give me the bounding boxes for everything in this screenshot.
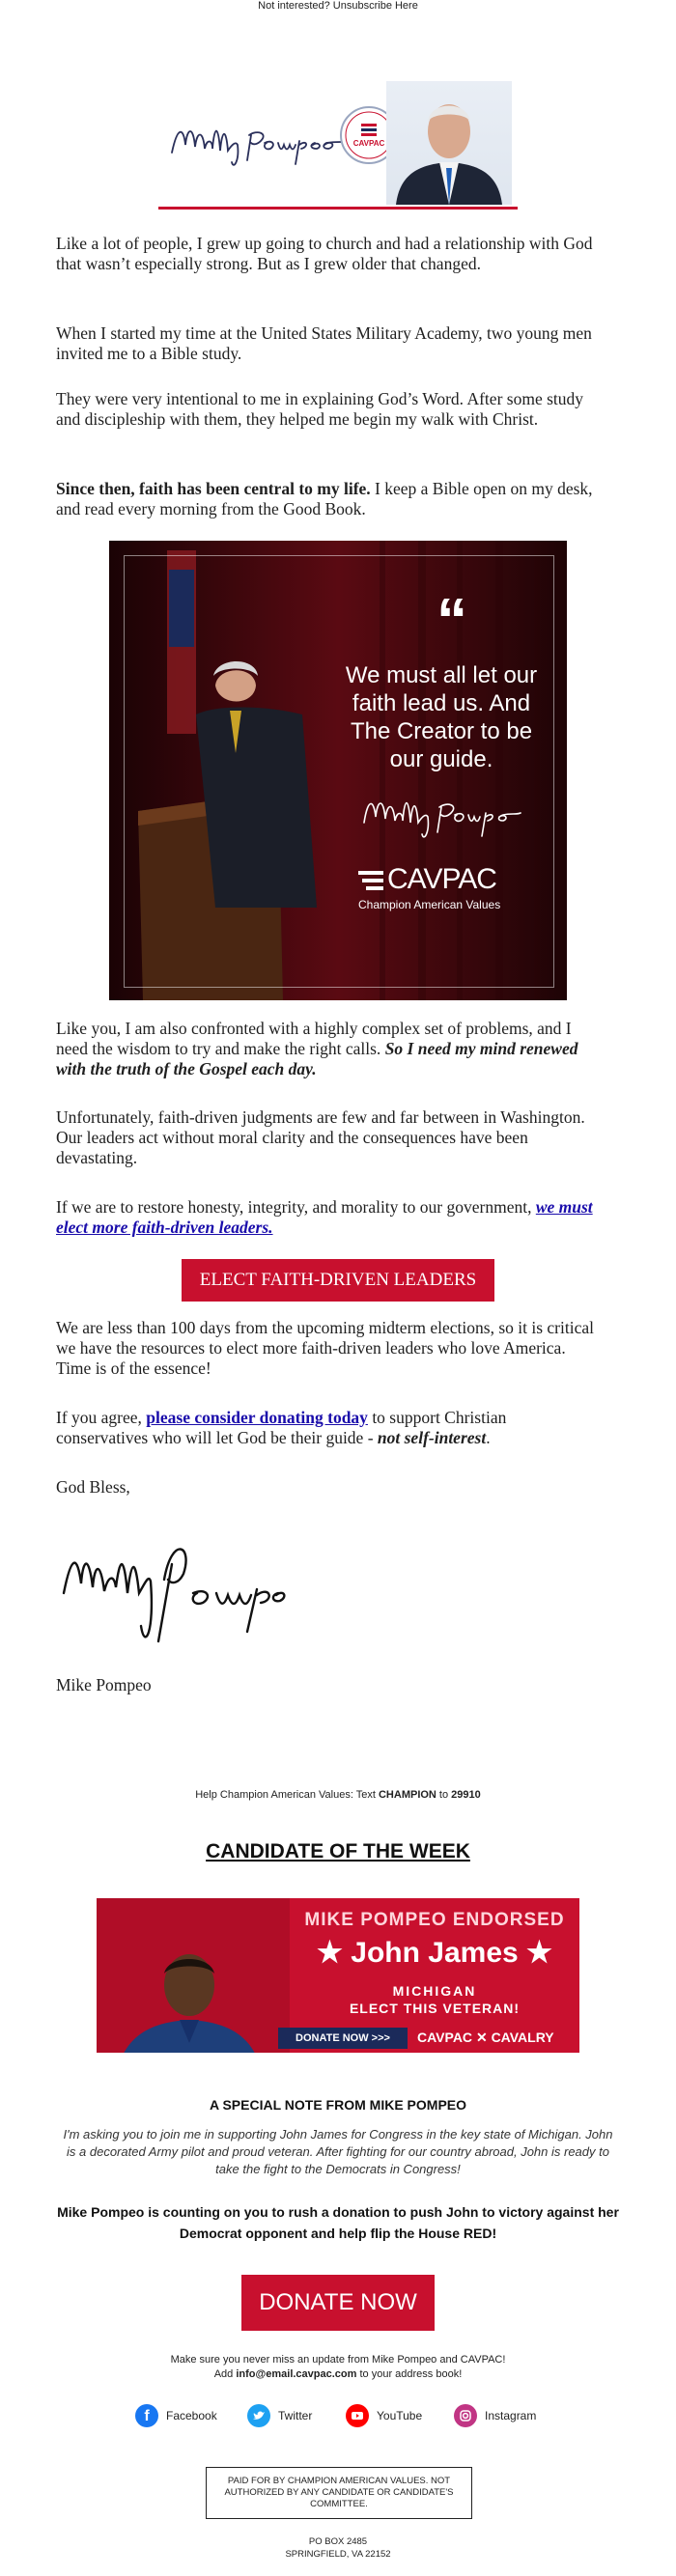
paragraph-9-a: If you agree, bbox=[56, 1408, 147, 1427]
text-line-a: Help Champion American Values: Text bbox=[195, 1789, 379, 1801]
paragraph-7 bbox=[56, 1197, 601, 1238]
paragraph-9 bbox=[56, 1408, 601, 1448]
email-header bbox=[155, 68, 521, 210]
text-keyword: CHAMPION bbox=[378, 1789, 437, 1801]
faith-quote-image bbox=[109, 541, 567, 1000]
quote-mark-icon: “ bbox=[437, 585, 467, 655]
banner-brand-cavpac: CAVPAC bbox=[417, 2030, 473, 2045]
donate-now-button[interactable]: DONATE NOW bbox=[241, 2275, 435, 2331]
signature-header-image bbox=[164, 106, 357, 174]
twitter-label: Twitter bbox=[278, 2409, 313, 2422]
paragraph-1 bbox=[56, 234, 601, 274]
banner-name: John James bbox=[351, 1937, 519, 1969]
candidate-of-the-week-title: CANDIDATE OF THE WEEK bbox=[206, 1840, 470, 1862]
signer-name: Mike Pompeo bbox=[56, 1675, 152, 1694]
signature-image bbox=[58, 1526, 290, 1651]
paragraph-9-b: to support Christian conservatives who will let God be their guide - bbox=[56, 1408, 507, 1447]
paragraph-8 bbox=[56, 1318, 601, 1379]
text-champion-line bbox=[0, 1789, 676, 1801]
quote-brand-sub: Champion American Values bbox=[358, 898, 501, 911]
paragraph-3 bbox=[56, 389, 601, 430]
instagram-label: Instagram bbox=[485, 2409, 537, 2422]
paragraph-6 bbox=[56, 1107, 601, 1168]
text-to: to bbox=[436, 1789, 452, 1801]
paragraph-7-text: If we are to restore honesty, integrity, and morality to our government, bbox=[56, 1197, 536, 1217]
paragraph-5-bold: So I need my mind renewed with the truth of the Gospel each day. bbox=[56, 1039, 578, 1078]
unsubscribe-bar bbox=[0, 0, 676, 12]
banner-brand-cavalry: CAVALRY bbox=[491, 2030, 554, 2045]
paragraph-5 bbox=[56, 1019, 601, 1079]
youtube-icon bbox=[346, 2404, 369, 2427]
paragraph-6-text: Unfortunately, faith-driven judgments are few and far between in Washington. Our leaders act without moral clarity and the consequences have been devastating. bbox=[56, 1107, 585, 1167]
banner-name-line bbox=[290, 1935, 579, 1972]
social-links bbox=[135, 2404, 560, 2431]
cavpac-flag-icon bbox=[358, 867, 385, 894]
signer bbox=[56, 1675, 601, 1695]
donate-today-link[interactable]: please consider donating today bbox=[146, 1408, 368, 1427]
banner-tagline: ELECT THIS VETERAN! bbox=[349, 2001, 521, 2016]
john-james-banner[interactable] bbox=[97, 1898, 579, 2080]
add-b: to your address book! bbox=[356, 2368, 463, 2380]
closing-text: God Bless, bbox=[56, 1477, 130, 1497]
banner-state: MICHIGAN bbox=[392, 1983, 477, 1999]
never-miss-text: Make sure you never miss an update from Mike Pompeo and CAVPAC! bbox=[170, 2354, 506, 2366]
paid-for-text: PAID FOR BY CHAMPION AMERICAN VALUES. NOT AUTHORIZED BY ANY CANDIDATE OR CANDIDATE'S COMMITTEE. bbox=[224, 2476, 454, 2509]
banner-donate-button[interactable]: DONATE NOW >>> bbox=[278, 2028, 408, 2049]
paragraph-4-bold: Since then, faith has been central to my life. bbox=[56, 479, 371, 498]
elect-faith-driven-leaders-button[interactable]: ELECT FAITH-DRIVEN LEADERS bbox=[182, 1259, 494, 1302]
twitter-link[interactable] bbox=[247, 2404, 312, 2427]
quote-text: We must all let our faith lead us. And The Creator to be our guide. bbox=[345, 662, 538, 772]
paragraph-2 bbox=[56, 323, 601, 364]
banner-endorsed: MIKE POMPEO ENDORSED bbox=[304, 1910, 565, 1930]
paragraph-3-text: They were very intentional to me in explaining God’s Word. After some study and discipleship with them, they helped me begin my walk with Christ. bbox=[56, 389, 584, 429]
unsubscribe-link[interactable]: Not interested? Unsubscribe Here bbox=[258, 0, 418, 12]
add-a: Add bbox=[213, 2368, 237, 2380]
paragraph-8-text: We are less than 100 days from the upcoming midterm elections, so it is critical we have the resources to elect more faith-driven leaders who love America. Time is of the essence! bbox=[56, 1318, 594, 1378]
mike-pompeo-portrait bbox=[386, 81, 512, 205]
instagram-link[interactable] bbox=[454, 2404, 536, 2427]
paragraph-4-rest: I keep a Bible open on my desk, and read every morning from the Good Book. bbox=[56, 479, 593, 518]
paragraph-1-text: Like a lot of people, I grew up going to church and had a relationship with God that wasn’t especially strong. But as I grew older that changed. bbox=[56, 234, 593, 273]
special-note-title: A SPECIAL NOTE FROM MIKE POMPEO bbox=[209, 2097, 467, 2113]
seal-text: CAVPAC bbox=[352, 139, 385, 148]
paid-for-disclaimer bbox=[206, 2467, 472, 2519]
add-email: info@email.cavpac.com bbox=[236, 2368, 357, 2380]
quote-brand: CAVPAC bbox=[387, 863, 496, 895]
banner-x-icon: ✕ bbox=[475, 2030, 488, 2045]
banner-brands bbox=[417, 2030, 572, 2046]
instagram-icon bbox=[454, 2404, 477, 2427]
quote-signature-image bbox=[358, 780, 522, 848]
facebook-icon: f bbox=[135, 2404, 158, 2427]
facebook-label: Facebook bbox=[166, 2409, 217, 2422]
paragraph-2-text: When I started my time at the United States Military Academy, two young men invited me to a Bible study. bbox=[56, 323, 592, 363]
paragraph-4 bbox=[56, 479, 601, 519]
po-box: PO BOX 2485 bbox=[308, 2536, 368, 2547]
paragraph-9-em: not self-interest bbox=[377, 1428, 487, 1447]
special-note-text: I'm asking you to join me in supporting John James for Congress in the key state of Michigan. John is a decorated Army pilot and proud veteran. After fighting for our country abroad, John is ready to take the fight to the Democrats in Congress! bbox=[63, 2127, 613, 2176]
star-icon: ★ bbox=[526, 1937, 552, 1969]
youtube-label: YouTube bbox=[377, 2409, 423, 2422]
facebook-link[interactable] bbox=[135, 2404, 217, 2427]
youtube-link[interactable] bbox=[346, 2404, 422, 2427]
paragraph-9-end: . bbox=[486, 1428, 491, 1447]
paragraph-5-text: Like you, I am also confronted with a highly complex set of problems, and I need the wisdom to try and make the right calls. bbox=[56, 1019, 572, 1058]
city-line: SPRINGFIELD, VA 22152 bbox=[285, 2549, 391, 2560]
add-address-line bbox=[0, 2368, 676, 2380]
header-divider bbox=[158, 207, 518, 210]
elect-leaders-link[interactable]: we must elect more faith-driven leaders. bbox=[56, 1197, 593, 1237]
closing bbox=[56, 1477, 601, 1498]
special-note-call: Mike Pompeo is counting on you to rush a donation to push John to victory against her Democrat opponent and help flip the House RED! bbox=[57, 2204, 619, 2241]
text-number: 29910 bbox=[451, 1789, 481, 1801]
star-icon: ★ bbox=[317, 1937, 343, 1969]
twitter-icon bbox=[247, 2404, 270, 2427]
